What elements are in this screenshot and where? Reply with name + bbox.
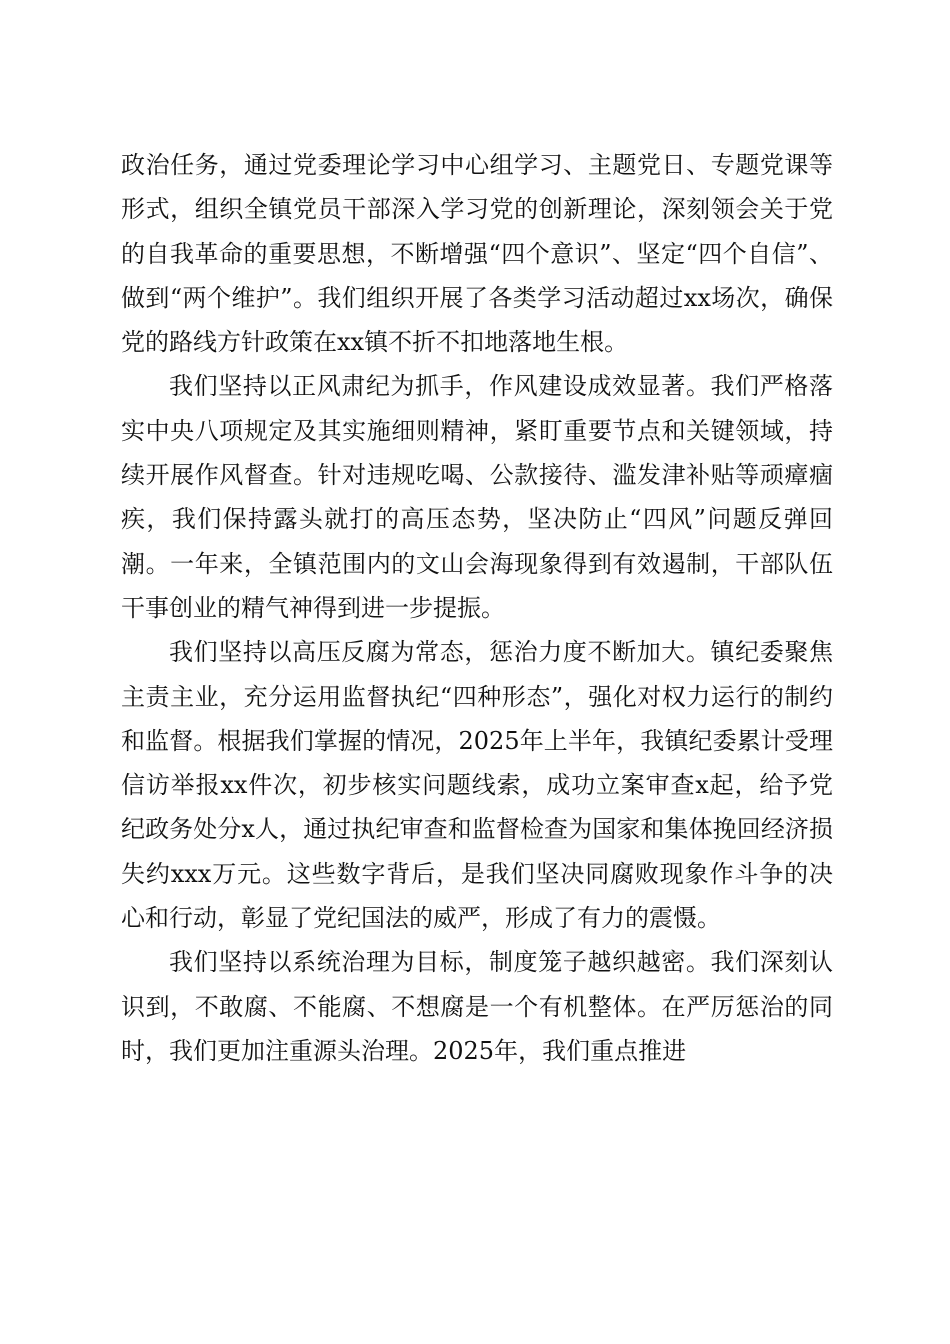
paragraph-work-style: 我们坚持以正风肃纪为抓手，作风建设成效显著。我们严格落实中央八项规定及其实施细则精神，紧盯重要节点和关键领域，持续开展作风督查。针对违规吃喝、公款接待、滥发津补贴等顽瘴痼疾，我们保持露头就打的高压态势，坚决防止“四风”问题反弹回潮。一年来，全镇范围内的文山会海现象得到有效遏制，干部队伍干事创业的精气神得到进一步提振。 — [121, 372, 833, 622]
paragraph-continued: 政治任务，通过党委理论学习中心组学习、主题党日、专题党课等形式，组织全镇党员干部深入学习党的创新理论，深刻领会关于党的自我革命的重要思想，不断增强“四个意识”、坚定“四个自信”、做到“两个维护”。我们组织开展了各类学习活动超过xx场次，确保党的路线方针政策在xx镇不折不扣地落地生根。 — [121, 151, 833, 357]
paragraph-system-governance: 我们坚持以系统治理为目标，制度笼子越织越密。我们深刻认识到，不敢腐、不能腐、不想腐是一个有机整体。在严厉惩治的同时，我们更加注重源头治理。2025年，我们重点推进 — [121, 948, 833, 1065]
document-body — [121, 143, 833, 1073]
paragraph-anti-corruption: 我们坚持以高压反腐为常态，惩治力度不断加大。镇纪委聚焦主责主业，充分运用监督执纪“四种形态”，强化对权力运行的制约和监督。根据我们掌握的情况，2025年上半年，我镇纪委累计受理信访举报xx件次，初步核实问题线索，成功立案审查x起，给予党纪政务处分x人，通过执纪审查和监督检查为国家和集体挽回经济损失约xxx万元。这些数字背后，是我们坚决同腐败现象作斗争的决心和行动，彰显了党纪国法的威严，形成了有力的震慑。 — [121, 638, 833, 933]
